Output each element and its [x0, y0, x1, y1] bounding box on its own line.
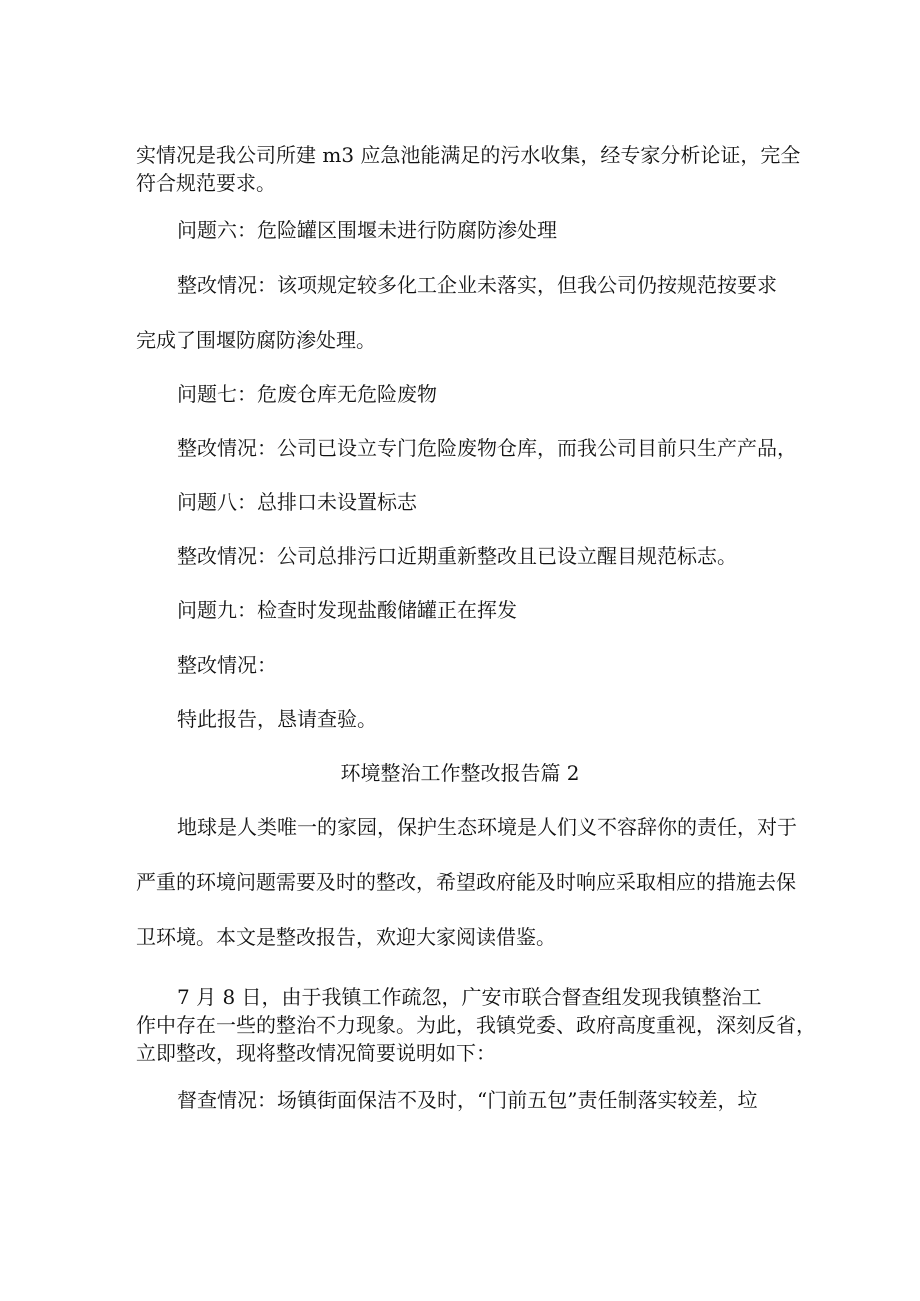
- issue-heading: 问题六：危险罐区围堰未进行防腐防渗处理: [177, 218, 557, 242]
- section-title: 环境整治工作整改报告篇 2: [340, 761, 580, 785]
- issue-heading: 问题七：危废仓库无危险废物: [177, 382, 437, 406]
- rectification-text: 整改情况：公司总排污口近期重新整改且已设立醒目规范标志。: [177, 544, 737, 568]
- rectification-text: 整改情况：公司已设立专门危险废物仓库，而我公司目前只生产产品，: [177, 436, 797, 460]
- issue-heading: 问题八：总排口未设置标志: [177, 490, 417, 514]
- paragraph-line: 立即整改，现将整改情况简要说明如下：: [136, 1041, 496, 1065]
- intro-line: 严重的环境问题需要及时的整改，希望政府能及时响应采取相应的措施去保: [136, 870, 796, 894]
- intro-line: 地球是人类唯一的家园，保护生态环境是人们义不容辞你的责任，对于: [177, 815, 797, 839]
- paragraph-line: 符合规范要求。: [136, 171, 276, 195]
- paragraph-line: 实情况是我公司所建 m3 应急池能满足的污水收集，经专家分析论证，完全: [136, 143, 801, 167]
- rectification-text: 整改情况：该项规定较多化工企业未落实，但我公司仍按规范按要求: [177, 273, 777, 297]
- intro-line: 卫环境。本文是整改报告，欢迎大家阅读借鉴。: [136, 925, 556, 949]
- paragraph-line: 7 月 8 日，由于我镇工作疏忽，广安市联合督查组发现我镇整治工: [177, 985, 762, 1009]
- closing-text: 特此报告，恳请查验。: [177, 707, 377, 731]
- rectification-text: 完成了围堰防腐防渗处理。: [136, 328, 376, 352]
- paragraph-line: 督查情况：场镇街面保洁不及时，“门前五包”责任制落实较差，垃: [177, 1088, 758, 1112]
- issue-heading: 问题九：检查时发现盐酸储罐正在挥发: [177, 598, 517, 622]
- paragraph-line: 作中存在一些的整治不力现象。为此，我镇党委、政府高度重视，深刻反省，: [136, 1013, 816, 1037]
- rectification-text: 整改情况：: [177, 653, 277, 677]
